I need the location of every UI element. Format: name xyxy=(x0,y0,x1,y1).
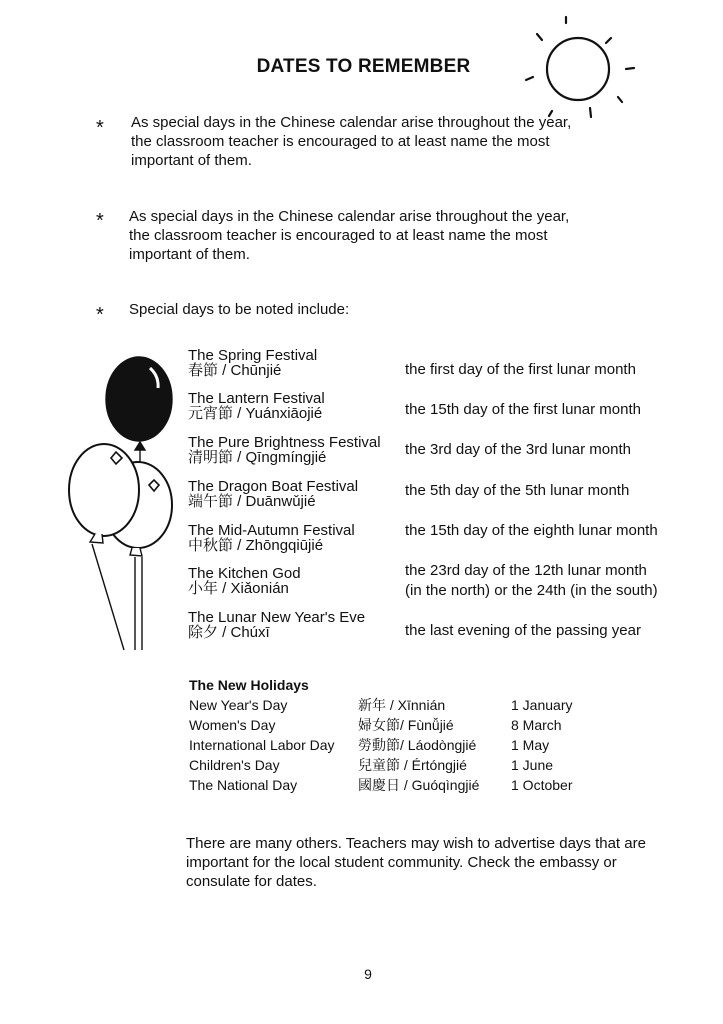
page-title-text: DATES TO REMEMBER xyxy=(256,56,471,77)
festival-chinese: 清明節 / Qīngmíngjié xyxy=(188,449,327,466)
festival-chinese: 中秋節 / Zhōngqiūjié xyxy=(188,537,324,554)
festival-date: the 3rd day of the 3rd lunar month xyxy=(405,441,631,458)
festival-item xyxy=(188,479,358,509)
page-number: 9 xyxy=(364,966,372,982)
sun-icon xyxy=(518,14,648,124)
festival-date: the 5th day of the 5th lunar month xyxy=(405,482,630,499)
festival-chinese: 端午節 / Duānwǔjié xyxy=(188,493,316,510)
holiday-date: 1 October xyxy=(511,777,573,793)
festival-item xyxy=(188,435,381,465)
holiday-chinese: 新年 / Xīnnián xyxy=(358,697,446,713)
holiday-date: 1 May xyxy=(511,737,550,753)
festival-date: the last evening of the passing year xyxy=(405,622,641,639)
bullet-marker: * xyxy=(96,304,104,326)
festival-name: The Pure Brightness Festival xyxy=(188,434,381,451)
holiday-date: 1 January xyxy=(511,697,573,713)
new-holidays-heading: The New Holidays xyxy=(189,677,309,693)
festival-date: the 15th day of the first lunar month xyxy=(405,401,641,418)
festival-name: The Mid-Autumn Festival xyxy=(188,522,355,539)
festival-name: The Kitchen God xyxy=(188,565,301,582)
festival-date: the first day of the first lunar month xyxy=(405,361,636,378)
festival-date-continued: (in the north) or the 24th (in the south) xyxy=(405,582,658,599)
bullet-paragraph: Special days to be noted include: xyxy=(129,301,350,318)
holiday-chinese: 婦女節/ Fùnǚjié xyxy=(358,717,454,733)
festival-item xyxy=(188,523,355,553)
holiday-date: 1 June xyxy=(511,757,554,773)
festival-chinese: 除夕 / Chúxī xyxy=(188,624,270,641)
bullet-paragraph: As special days in the Chinese calendar arise throughout the year, the classroom teacher is encouraged to at least name the most important of them. xyxy=(129,208,570,263)
festival-item xyxy=(188,566,301,596)
holiday-name: The National Day xyxy=(189,777,298,793)
bullet-marker: * xyxy=(96,210,104,232)
holiday-chinese: 兒童節 / Értóngjié xyxy=(358,757,467,773)
festival-name: The Lantern Festival xyxy=(188,390,325,407)
festival-chinese: 小年 / Xiǎonián xyxy=(188,580,289,597)
bullet-marker: * xyxy=(96,117,104,139)
festival-chinese: 元宵節 / Yuánxiāojié xyxy=(188,405,323,422)
festival-item xyxy=(188,610,365,640)
balloons-icon xyxy=(62,350,182,655)
holiday-name: International Labor Day xyxy=(189,737,335,753)
festival-name: The Dragon Boat Festival xyxy=(188,478,359,495)
festival-item xyxy=(188,391,325,421)
festival-date: the 15th day of the eighth lunar month xyxy=(405,522,658,539)
closing-paragraph: There are many others. Teachers may wish to advertise days that are important for the local student community. Check the embassy or consulate for dates. xyxy=(186,835,646,890)
festival-date: the 23rd day of the 12th lunar month xyxy=(405,562,647,579)
bullet-paragraph: As special days in the Chinese calendar arise throughout the year, the classroom teacher is encouraged to at least name the most important of them. xyxy=(131,114,572,169)
festival-item xyxy=(188,348,317,378)
holiday-chinese: 國慶日 / Guóqìngjié xyxy=(358,777,480,793)
holiday-name: Women's Day xyxy=(189,717,276,733)
holiday-date: 8 March xyxy=(511,717,562,733)
holiday-name: New Year's Day xyxy=(189,697,288,713)
festival-name: The Lunar New Year's Eve xyxy=(188,609,366,626)
festival-name: The Spring Festival xyxy=(188,347,318,364)
holiday-name: Children's Day xyxy=(189,757,280,773)
holiday-chinese: 勞動節/ Láodòngjié xyxy=(358,737,477,753)
festival-chinese: 春節 / Chūnjié xyxy=(188,362,282,379)
